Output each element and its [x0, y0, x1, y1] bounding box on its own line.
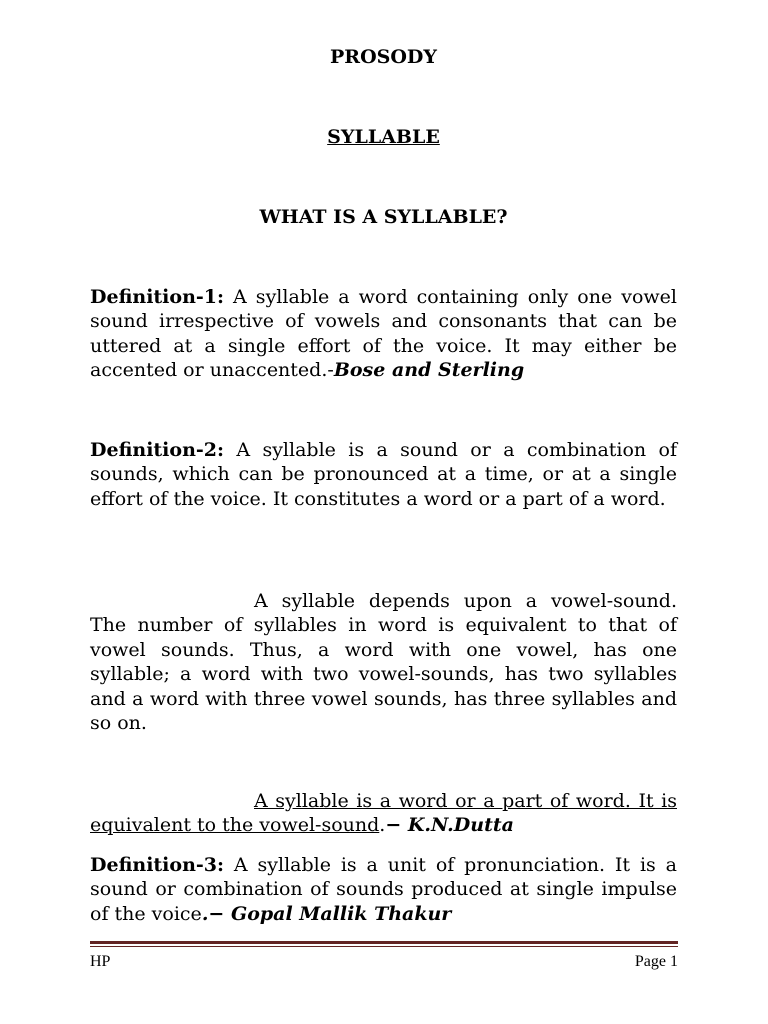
quote-paragraph	[90, 789, 677, 838]
definition-1-author: Bose and Sterling	[333, 359, 525, 382]
footer-left-text: HP	[90, 953, 111, 970]
definition-3-paragraph	[90, 853, 677, 926]
quote-suffix: .	[379, 814, 386, 837]
footer-rule-thin	[90, 946, 678, 947]
definition-1-label: Definition-1:	[90, 286, 225, 308]
definition-1-text: A syllable a word containing only one vowel sound irrespective of vowels and consonants that can be uttered at a single effort of the voice. It may either be accented or unaccented.-	[90, 286, 677, 382]
definition-2-paragraph	[90, 438, 677, 511]
definition-3-author: .− Gopal Mallik Thakur	[201, 902, 452, 925]
definition-2-text: A syllable is a sound or a combination of sounds, which can be pronounced at a time, or at a single effort of the voice. It constitutes a word or a part of a word.	[90, 439, 677, 510]
document-title: PROSODY	[330, 46, 437, 68]
definition-2-label: Definition-2:	[90, 439, 225, 461]
question-heading: WHAT IS A SYLLABLE?	[259, 206, 508, 228]
definition-3-label: Definition-3:	[90, 854, 225, 876]
footer-rule-thick	[90, 941, 678, 944]
explanation-paragraph: A syllable depends upon a vowel-sound. The number of syllables in word is equivalent to that of vowel sounds. Thus, a word with one vowel, has one syllable; a word with two vowel-sounds, has two syllables and a word with three vowel sounds, has three syllables and so on.	[90, 590, 677, 735]
quote-text: A syllable is a word or a part of word. It is equivalent to the vowel-sound	[90, 790, 677, 837]
quote-author: − K.N.Dutta	[385, 814, 514, 837]
page-number: Page 1	[634, 953, 678, 970]
definition-1-paragraph	[90, 285, 677, 383]
definition-3-text: A syllable is a unit of pronunciation. It is a sound or combination of sounds produced at single impulse of the voice	[90, 854, 677, 925]
section-heading: SYLLABLE	[327, 126, 440, 148]
